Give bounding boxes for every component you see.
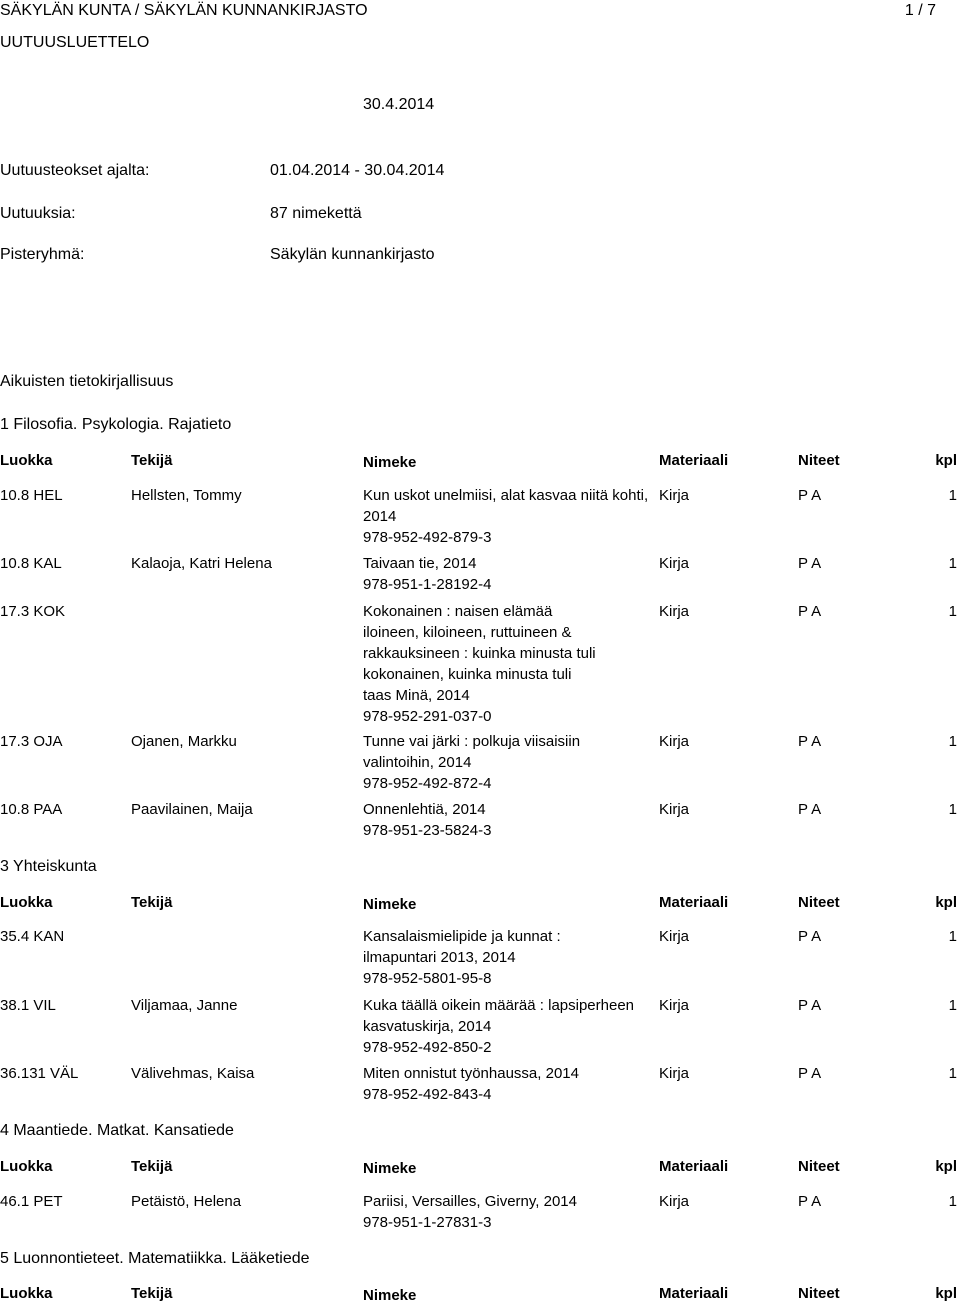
cell-nimeke xyxy=(363,1191,653,1233)
cell-isbn: 978-952-291-037-0 xyxy=(363,708,492,725)
col-tekija: Tekijä xyxy=(131,452,173,469)
cell-materiaali: Kirja xyxy=(659,555,690,572)
cell-niteet: P A xyxy=(798,555,822,572)
cell-title: Kansalaismielipide ja kunnat : ilmapuntari 2013, 2014 xyxy=(363,928,561,966)
cell-nimeke xyxy=(363,553,653,595)
page-number: 1 / 7 xyxy=(904,2,936,19)
cell-materiaali: Kirja xyxy=(659,1065,690,1082)
col-niteet: Niteet xyxy=(798,1158,840,1175)
cell-tekija: Kalaoja, Katri Helena xyxy=(131,555,272,572)
cell-niteet: P A xyxy=(798,801,822,818)
cell-nimeke xyxy=(363,926,608,989)
cell-kpl: 1 xyxy=(948,555,957,572)
cell-title: Pariisi, Versailles, Giverny, 2014 xyxy=(363,1193,577,1210)
document-title: UUTUUSLUETTELO xyxy=(0,34,150,51)
meta-value-period: 01.04.2014 - 30.04.2014 xyxy=(270,162,445,179)
cell-title: Kun uskot unelmiisi, alat kasvaa niitä kohti, 2014 xyxy=(363,487,649,525)
meta-value-count: 87 nimekettä xyxy=(270,205,362,222)
cell-isbn: 978-951-23-5824-3 xyxy=(363,822,492,839)
cell-niteet: P A xyxy=(798,1065,822,1082)
cell-luokka: 10.8 KAL xyxy=(0,555,62,572)
col-materiaali: Materiaali xyxy=(659,452,729,469)
col-nimeke: Nimeke xyxy=(363,896,417,913)
col-kpl: kpl xyxy=(935,1285,957,1302)
cell-title: Tunne vai järki : polkuja viisaisiin valintoihin, 2014 xyxy=(363,733,581,771)
cell-title: Miten onnistut työnhaussa, 2014 xyxy=(363,1065,579,1082)
col-materiaali: Materiaali xyxy=(659,894,729,911)
cell-title: Onnenlehtiä, 2014 xyxy=(363,801,486,818)
cell-materiaali: Kirja xyxy=(659,801,690,818)
col-luokka: Luokka xyxy=(0,1158,53,1175)
column-header xyxy=(0,452,960,476)
col-luokka: Luokka xyxy=(0,894,53,911)
cell-kpl: 1 xyxy=(948,733,957,750)
meta-label-group: Pisteryhmä: xyxy=(0,246,85,263)
cell-nimeke xyxy=(363,995,653,1058)
cell-luokka: 46.1 PET xyxy=(0,1193,63,1210)
cell-nimeke xyxy=(363,601,603,727)
cell-materiaali: Kirja xyxy=(659,1193,690,1210)
cell-kpl: 1 xyxy=(948,801,957,818)
cell-materiaali: Kirja xyxy=(659,733,690,750)
section-title: 4 Maantiede. Matkat. Kansatiede xyxy=(0,1122,234,1139)
cell-materiaali: Kirja xyxy=(659,928,690,945)
cell-kpl: 1 xyxy=(948,1065,957,1082)
col-niteet: Niteet xyxy=(798,1285,840,1302)
meta-value-group: Säkylän kunnankirjasto xyxy=(270,246,435,263)
cell-tekija: Paavilainen, Maija xyxy=(131,801,253,818)
cell-tekija: Välivehmas, Kaisa xyxy=(131,1065,255,1082)
cell-isbn: 978-952-492-872-4 xyxy=(363,775,492,792)
cell-tekija: Viljamaa, Janne xyxy=(131,997,238,1014)
cell-materiaali: Kirja xyxy=(659,487,690,504)
cell-tekija: Hellsten, Tommy xyxy=(131,487,242,504)
col-nimeke: Nimeke xyxy=(363,1160,417,1177)
cell-niteet: P A xyxy=(798,733,822,750)
cell-isbn: 978-951-1-28192-4 xyxy=(363,576,492,593)
column-header xyxy=(0,1285,960,1309)
cell-isbn: 978-952-492-879-3 xyxy=(363,529,492,546)
col-kpl: kpl xyxy=(935,1158,957,1175)
cell-kpl: 1 xyxy=(948,997,957,1014)
meta-label-period: Uutuusteokset ajalta: xyxy=(0,162,150,179)
col-nimeke: Nimeke xyxy=(363,1287,417,1304)
cell-nimeke xyxy=(363,1063,653,1105)
section-title: 5 Luonnontieteet. Matematiikka. Lääketiede xyxy=(0,1250,310,1267)
col-niteet: Niteet xyxy=(798,452,840,469)
cell-kpl: 1 xyxy=(948,487,957,504)
document-date: 30.4.2014 xyxy=(363,96,435,113)
cell-isbn: 978-952-492-850-2 xyxy=(363,1039,492,1056)
col-tekija: Tekijä xyxy=(131,1158,173,1175)
cell-luokka: 10.8 PAA xyxy=(0,801,63,818)
col-luokka: Luokka xyxy=(0,452,53,469)
column-header xyxy=(0,1158,960,1182)
col-kpl: kpl xyxy=(935,894,957,911)
cell-luokka: 36.131 VÄL xyxy=(0,1065,79,1082)
cell-nimeke xyxy=(363,731,653,794)
col-niteet: Niteet xyxy=(798,894,840,911)
col-nimeke: Nimeke xyxy=(363,454,417,471)
cell-luokka: 17.3 KOK xyxy=(0,603,66,620)
cell-luokka: 10.8 HEL xyxy=(0,487,63,504)
cell-niteet: P A xyxy=(798,997,822,1014)
section-title: 1 Filosofia. Psykologia. Rajatieto xyxy=(0,416,232,433)
cell-materiaali: Kirja xyxy=(659,997,690,1014)
cell-luokka: 17.3 OJA xyxy=(0,733,63,750)
cell-niteet: P A xyxy=(798,1193,822,1210)
col-tekija: Tekijä xyxy=(131,1285,173,1302)
cell-title: Kokonainen : naisen elämää iloineen, kiloineen, ruttuineen & rakkauksineen : kuinka minusta tuli kokonainen, kuinka minusta tuli taas Minä, 2014 xyxy=(363,603,596,704)
cell-kpl: 1 xyxy=(948,603,957,620)
cell-isbn: 978-952-5801-95-8 xyxy=(363,970,492,987)
cell-materiaali: Kirja xyxy=(659,603,690,620)
col-tekija: Tekijä xyxy=(131,894,173,911)
category-title: Aikuisten tietokirjallisuus xyxy=(0,373,174,390)
cell-niteet: P A xyxy=(798,603,822,620)
cell-niteet: P A xyxy=(798,928,822,945)
cell-nimeke xyxy=(363,485,653,548)
cell-title: Kuka täällä oikein määrää : lapsiperheen kasvatuskirja, 2014 xyxy=(363,997,635,1035)
col-kpl: kpl xyxy=(935,452,957,469)
col-materiaali: Materiaali xyxy=(659,1285,729,1302)
cell-kpl: 1 xyxy=(948,928,957,945)
meta-label-count: Uutuuksia: xyxy=(0,205,76,222)
col-luokka: Luokka xyxy=(0,1285,53,1302)
cell-kpl: 1 xyxy=(948,1193,957,1210)
cell-isbn: 978-951-1-27831-3 xyxy=(363,1214,492,1231)
org-name: SÄKYLÄN KUNTA / SÄKYLÄN KUNNANKIRJASTO xyxy=(0,2,368,19)
cell-isbn: 978-952-492-843-4 xyxy=(363,1086,492,1103)
cell-tekija: Ojanen, Markku xyxy=(131,733,237,750)
section-title: 3 Yhteiskunta xyxy=(0,858,97,875)
column-header xyxy=(0,894,960,918)
cell-luokka: 35.4 KAN xyxy=(0,928,65,945)
cell-niteet: P A xyxy=(798,487,822,504)
cell-nimeke xyxy=(363,799,653,841)
cell-luokka: 38.1 VIL xyxy=(0,997,56,1014)
col-materiaali: Materiaali xyxy=(659,1158,729,1175)
cell-title: Taivaan tie, 2014 xyxy=(363,555,477,572)
cell-tekija: Petäistö, Helena xyxy=(131,1193,242,1210)
